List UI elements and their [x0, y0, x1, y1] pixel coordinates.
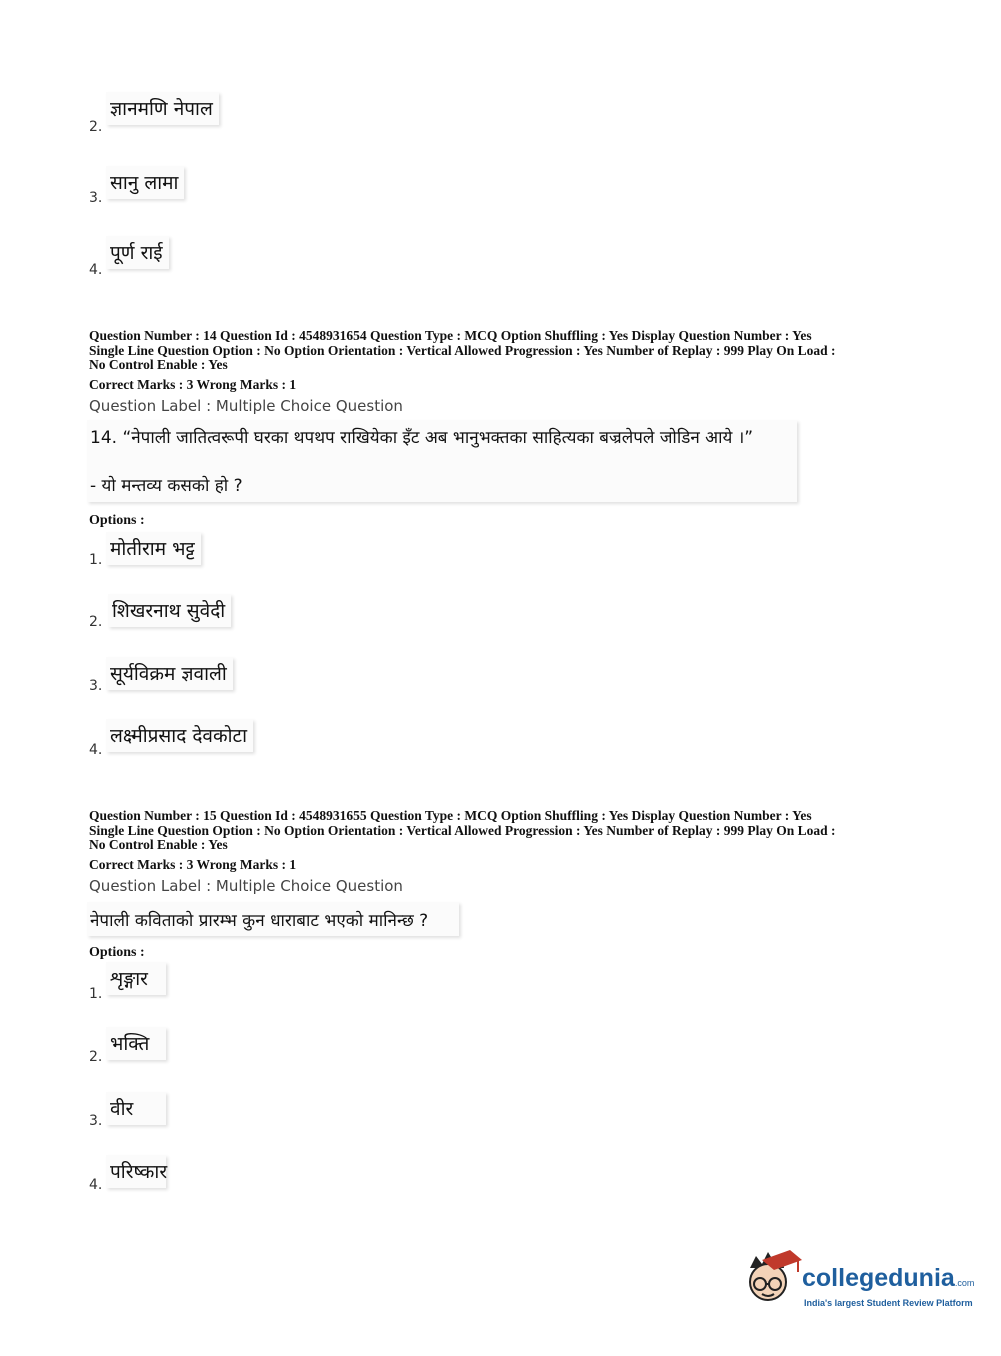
meta-line: No Control Enable : Yes — [89, 837, 228, 852]
option-number: 3. — [89, 190, 103, 206]
option-text: सानु लामा — [106, 166, 184, 199]
question-meta — [89, 809, 919, 853]
option-number: 4. — [89, 1177, 103, 1193]
meta-line: Single Line Question Option : No Option Orientation : Vertical Allowed Progression : Yes Number of Replay : 999 Play On Load : — [89, 342, 836, 358]
question-label: Question Label : Multiple Choice Question — [89, 397, 403, 415]
question-text-line: 14. “नेपाली जातित्वरूपी घरका थपथप राखियेका इँट अब भानुभक्तका साहित्यका बज्रलेपले जोडिन आये ।” — [90, 428, 754, 448]
question-text-box — [87, 420, 797, 502]
question-meta — [89, 329, 919, 373]
option-text: ज्ञानमणि नेपाल — [106, 92, 219, 125]
option-number: 2. — [89, 119, 103, 135]
mascot-icon — [742, 1250, 802, 1312]
option-number: 4. — [89, 262, 103, 278]
brand-tagline: India's largest Student Review Platform — [804, 1298, 973, 1308]
option-text: शृङ्गार — [106, 962, 166, 995]
option-number: 2. — [89, 614, 103, 630]
option-text: मोतीराम भट्ट — [106, 532, 201, 565]
option-text: लक्ष्मीप्रसाद देवकोटा — [106, 719, 253, 752]
options-heading: Options : — [89, 513, 145, 528]
option-number: 1. — [89, 986, 103, 1002]
meta-line: No Control Enable : Yes — [89, 357, 228, 372]
marks: Correct Marks : 3 Wrong Marks : 1 — [89, 377, 297, 392]
collegedunia-logo — [742, 1250, 975, 1320]
meta-line: Question Number : 14 Question Id : 4548931654 Question Type : MCQ Option Shuffling : Yes Display Question Number : Yes — [89, 328, 812, 343]
option-text: वीर — [106, 1092, 166, 1125]
question-text-box — [87, 902, 459, 936]
question-text-line: - यो मन्तव्य कसको हो ? — [90, 476, 243, 496]
meta-line: Single Line Question Option : No Option Orientation : Vertical Allowed Progression : Yes Number of Replay : 999 Play On Load : — [89, 822, 836, 838]
option-number: 3. — [89, 1113, 103, 1129]
option-text: परिष्कार — [106, 1155, 166, 1188]
option-number: 1. — [89, 552, 103, 568]
brand-suffix: .com — [954, 1278, 975, 1288]
option-number: 2. — [89, 1049, 103, 1065]
option-number: 4. — [89, 742, 103, 758]
question-text-line: नेपाली कविताको प्रारम्भ कुन धाराबाट भएको मानिन्छ ? — [90, 911, 429, 931]
meta-line: Question Number : 15 Question Id : 4548931655 Question Type : MCQ Option Shuffling : Yes Display Question Number : Yes — [89, 808, 812, 823]
option-text: शिखरनाथ सुवेदी — [108, 594, 231, 627]
options-heading: Options : — [89, 945, 145, 960]
marks: Correct Marks : 3 Wrong Marks : 1 — [89, 857, 297, 872]
option-text: पूर्ण राई — [106, 236, 169, 269]
question-label: Question Label : Multiple Choice Question — [89, 877, 403, 895]
option-number: 3. — [89, 678, 103, 694]
option-text: सूर्यविक्रम ज्ञवाली — [106, 657, 233, 690]
brand-name: collegedunia — [802, 1264, 955, 1292]
option-text: भक्ति — [106, 1027, 166, 1060]
